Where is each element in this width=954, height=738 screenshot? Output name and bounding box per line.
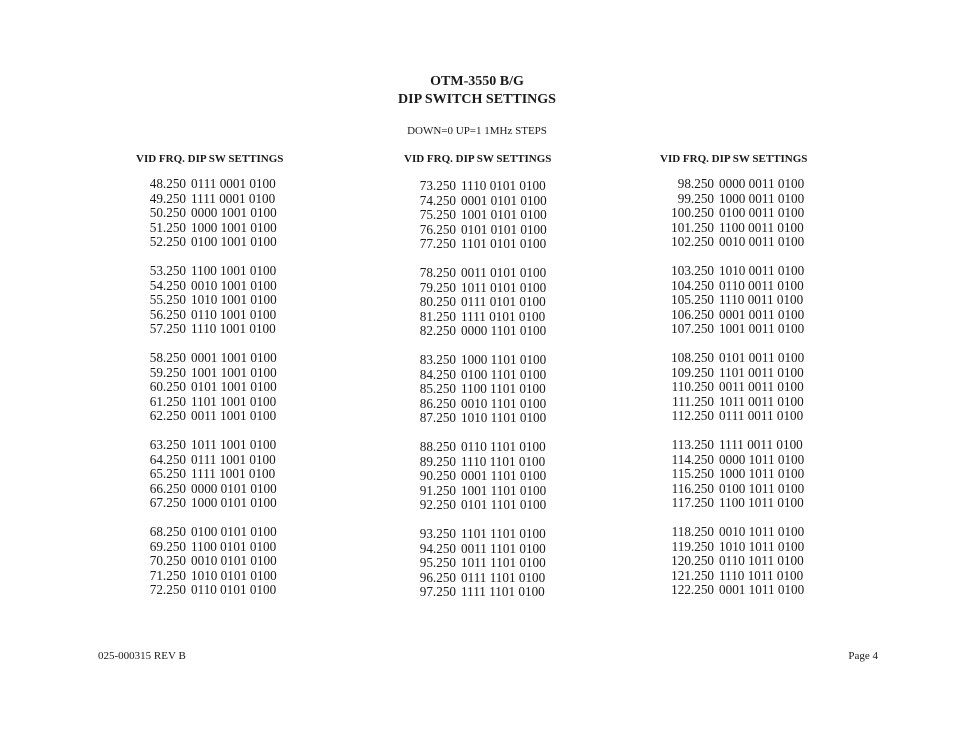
video-frequency: 113.250 (671, 437, 714, 452)
dip-switch-setting: 1000 0011 0100 (719, 190, 805, 206)
video-frequency: 69.250 (149, 538, 186, 554)
video-frequency: 97.250 (419, 584, 456, 599)
dip-switch-setting: 0001 1001 0100 (191, 350, 277, 365)
frequency-row (146, 496, 283, 511)
video-frequency: 60.250 (149, 379, 186, 394)
frequency-row (146, 264, 283, 279)
frequency-row (416, 310, 551, 325)
frequency-row (416, 266, 551, 281)
dip-switch-setting: 1110 0011 0100 (719, 292, 804, 307)
frequency-row (666, 279, 807, 294)
column-body (404, 177, 551, 600)
video-frequency: 95.250 (419, 555, 456, 570)
frequency-group (146, 438, 283, 511)
video-frequency: 121.250 (671, 567, 714, 583)
dip-switch-setting: 0111 0011 0100 (719, 408, 804, 423)
video-frequency: 79.250 (419, 279, 456, 295)
video-frequency: 90.250 (419, 468, 456, 483)
frequency-row (666, 206, 807, 221)
video-frequency: 115.250 (671, 466, 714, 481)
video-frequency: 68.250 (149, 524, 186, 539)
dip-switch-setting: 1101 0011 0100 (719, 364, 804, 380)
frequency-group (146, 525, 283, 598)
frequency-row (146, 206, 283, 221)
frequency-row (416, 556, 551, 571)
video-frequency: 102.250 (671, 234, 714, 249)
frequency-row (146, 554, 283, 569)
dip-switch-setting: 0000 0011 0100 (719, 176, 805, 191)
frequency-row (666, 496, 807, 511)
dip-switch-setting: 1110 1011 0100 (719, 567, 804, 583)
video-frequency: 53.250 (149, 263, 186, 278)
dip-switch-setting: 1001 1001 0100 (191, 364, 277, 380)
video-frequency: 86.250 (419, 395, 456, 411)
dip-switch-setting: 1100 1001 0100 (191, 263, 277, 278)
video-frequency: 80.250 (419, 294, 456, 309)
dip-switch-setting: 1101 0101 0100 (461, 236, 547, 251)
frequency-group (416, 440, 551, 513)
dip-switch-setting: 1111 1001 0100 (191, 466, 276, 481)
video-frequency: 72.250 (149, 582, 186, 597)
frequency-group (666, 525, 807, 598)
dip-switch-setting: 1010 0011 0100 (719, 263, 805, 278)
video-frequency: 61.250 (149, 393, 186, 409)
video-frequency: 75.250 (419, 207, 456, 222)
frequency-row (666, 525, 807, 540)
frequency-group (146, 264, 283, 337)
video-frequency: 66.250 (149, 480, 186, 496)
frequency-row (146, 308, 283, 323)
video-frequency: 65.250 (149, 466, 186, 481)
frequency-group (146, 351, 283, 424)
dip-switch-setting: 1000 1011 0100 (719, 466, 805, 481)
dip-switch-setting: 1101 1001 0100 (191, 393, 277, 409)
dip-switch-setting: 1111 0101 0100 (461, 308, 546, 324)
video-frequency: 114.250 (671, 451, 714, 467)
frequency-row (416, 542, 551, 557)
video-frequency: 122.250 (671, 582, 714, 597)
video-frequency: 50.250 (149, 205, 186, 220)
video-frequency: 104.250 (671, 277, 714, 293)
video-frequency: 62.250 (149, 408, 186, 423)
frequency-group (146, 177, 283, 250)
frequency-row (666, 583, 807, 598)
column-body (136, 177, 283, 598)
dip-switch-setting: 0011 0101 0100 (461, 265, 547, 280)
dip-switch-setting: 0001 1011 0100 (719, 582, 805, 597)
dip-switch-setting: 1011 0011 0100 (719, 393, 804, 409)
frequency-row (416, 571, 551, 586)
settings-column-2 (404, 153, 551, 614)
frequency-row (666, 192, 807, 207)
dip-switch-setting: 1110 1101 0100 (461, 453, 546, 469)
frequency-row (146, 467, 283, 482)
frequency-row (666, 453, 807, 468)
frequency-row (666, 395, 807, 410)
dip-switch-setting: 0110 0101 0100 (191, 582, 277, 597)
video-frequency: 107.250 (671, 321, 714, 336)
dip-switch-setting: 0001 0101 0100 (461, 192, 547, 208)
settings-column-1 (136, 153, 283, 612)
frequency-row (146, 235, 283, 250)
video-frequency: 106.250 (671, 306, 714, 322)
dip-switch-setting: 0000 1101 0100 (461, 323, 547, 338)
video-frequency: 105.250 (671, 292, 714, 307)
dip-switch-setting: 0111 0001 0100 (191, 176, 276, 191)
dip-switch-setting: 1001 0101 0100 (461, 207, 547, 222)
video-frequency: 92.250 (419, 497, 456, 512)
frequency-group (416, 179, 551, 252)
video-frequency: 78.250 (419, 265, 456, 280)
dip-switch-setting: 0100 1101 0100 (461, 366, 547, 382)
frequency-row (416, 527, 551, 542)
frequency-row (416, 194, 551, 209)
frequency-row (666, 235, 807, 250)
frequency-row (416, 484, 551, 499)
frequency-row (146, 177, 283, 192)
document-number: 025-000315 REV B (98, 650, 186, 662)
dip-switch-setting: 1100 1011 0100 (719, 495, 804, 510)
video-frequency: 56.250 (149, 306, 186, 322)
video-frequency: 52.250 (149, 234, 186, 249)
frequency-row (666, 482, 807, 497)
dip-switch-setting: 1111 0001 0100 (191, 190, 276, 206)
frequency-row (666, 409, 807, 424)
video-frequency: 108.250 (671, 350, 714, 365)
video-frequency: 101.250 (671, 219, 714, 235)
frequency-row (146, 221, 283, 236)
dip-switch-setting: 1001 1101 0100 (461, 482, 547, 498)
dip-switch-setting: 0110 0011 0100 (719, 277, 804, 293)
frequency-group (416, 527, 551, 600)
frequency-row (416, 324, 551, 339)
dip-switch-setting: 0100 0011 0100 (719, 205, 805, 220)
video-frequency: 59.250 (149, 364, 186, 380)
dip-switch-setting: 1001 0011 0100 (719, 321, 805, 336)
document-title: OTM-3550 B/G (430, 74, 524, 89)
dip-switch-setting: 0010 1101 0100 (461, 395, 547, 411)
dip-switch-setting: 0001 0011 0100 (719, 306, 805, 322)
dip-switch-setting: 1100 0101 0100 (191, 538, 277, 554)
dip-switch-setting: 0101 0011 0100 (719, 350, 805, 365)
frequency-row (146, 380, 283, 395)
video-frequency: 91.250 (419, 482, 456, 498)
dip-switch-setting: 0100 1011 0100 (719, 480, 805, 496)
frequency-row (416, 237, 551, 252)
video-frequency: 48.250 (149, 176, 186, 191)
frequency-row (666, 293, 807, 308)
frequency-row (666, 366, 807, 381)
dip-switch-setting: 0011 0011 0100 (719, 379, 804, 394)
frequency-row (666, 467, 807, 482)
frequency-row (666, 438, 807, 453)
dip-switch-setting: 0111 1101 0100 (461, 569, 546, 585)
frequency-group (416, 353, 551, 426)
frequency-row (146, 366, 283, 381)
dip-switch-setting: 0101 1101 0100 (461, 497, 547, 512)
dip-switch-setting: 0010 1001 0100 (191, 277, 277, 293)
frequency-row (146, 540, 283, 555)
frequency-row (416, 353, 551, 368)
document-subtitle: DIP SWITCH SETTINGS (398, 92, 556, 107)
frequency-row (666, 380, 807, 395)
video-frequency: 98.250 (677, 176, 714, 191)
dip-switch-setting: 1100 0011 0100 (719, 219, 804, 235)
frequency-row (416, 179, 551, 194)
video-frequency: 70.250 (149, 553, 186, 568)
video-frequency: 87.250 (419, 410, 456, 425)
video-frequency: 74.250 (419, 192, 456, 208)
dip-switch-setting: 0001 1101 0100 (461, 468, 547, 483)
frequency-row (146, 583, 283, 598)
video-frequency: 119.250 (671, 538, 714, 554)
frequency-row (146, 482, 283, 497)
video-frequency: 73.250 (419, 178, 456, 193)
video-frequency: 117.250 (671, 495, 714, 510)
dip-switch-setting: 0010 0101 0100 (191, 553, 277, 568)
video-frequency: 64.250 (149, 451, 186, 467)
frequency-row (146, 351, 283, 366)
video-frequency: 88.250 (419, 439, 456, 454)
dip-switch-setting: 1101 1101 0100 (461, 526, 546, 541)
dip-switch-setting: 1011 1101 0100 (461, 555, 546, 570)
dip-switch-setting: 1110 1001 0100 (191, 321, 276, 336)
frequency-row (666, 569, 807, 584)
video-frequency: 83.250 (419, 352, 456, 367)
video-frequency: 120.250 (671, 553, 714, 568)
dip-switch-setting: 1111 0011 0100 (719, 437, 803, 452)
frequency-row (146, 279, 283, 294)
column-header: VID FRQ. DIP SW SETTINGS (660, 153, 808, 165)
frequency-row (416, 498, 551, 513)
video-frequency: 96.250 (419, 569, 456, 585)
frequency-group (416, 266, 551, 339)
switch-legend: DOWN=0 UP=1 1MHz STEPS (407, 125, 547, 137)
dip-switch-setting: 1010 0101 0100 (191, 567, 277, 583)
dip-switch-setting: 0011 1101 0100 (461, 540, 546, 556)
video-frequency: 57.250 (149, 321, 186, 336)
frequency-row (416, 411, 551, 426)
dip-switch-setting: 0100 1001 0100 (191, 234, 277, 249)
video-frequency: 67.250 (149, 495, 186, 510)
frequency-group (666, 177, 807, 250)
video-frequency: 89.250 (419, 453, 456, 469)
dip-switch-setting: 1000 1001 0100 (191, 219, 277, 235)
dip-switch-setting: 0111 1001 0100 (191, 451, 276, 467)
video-frequency: 116.250 (671, 480, 714, 496)
video-frequency: 76.250 (419, 221, 456, 237)
frequency-row (666, 308, 807, 323)
video-frequency: 112.250 (671, 408, 714, 423)
frequency-row (416, 223, 551, 238)
video-frequency: 99.250 (677, 190, 714, 206)
dip-switch-setting: 1100 1101 0100 (461, 381, 546, 396)
frequency-row (416, 455, 551, 470)
dip-switch-setting: 0000 1001 0100 (191, 205, 277, 220)
frequency-row (416, 281, 551, 296)
video-frequency: 111.250 (672, 393, 714, 409)
frequency-group (666, 438, 807, 511)
frequency-group (666, 351, 807, 424)
video-frequency: 54.250 (149, 277, 186, 293)
dip-switch-setting: 1000 0101 0100 (191, 495, 277, 510)
dip-switch-setting: 1011 0101 0100 (461, 279, 547, 295)
frequency-row (666, 540, 807, 555)
frequency-row (416, 440, 551, 455)
dip-switch-setting: 1010 1001 0100 (191, 292, 277, 307)
frequency-row (416, 382, 551, 397)
video-frequency: 84.250 (419, 366, 456, 382)
dip-switch-setting: 0000 0101 0100 (191, 480, 277, 496)
video-frequency: 109.250 (671, 364, 714, 380)
video-frequency: 110.250 (671, 379, 714, 394)
dip-switch-setting: 0110 1011 0100 (719, 553, 804, 568)
video-frequency: 63.250 (149, 437, 186, 452)
video-frequency: 77.250 (419, 236, 456, 251)
frequency-row (146, 569, 283, 584)
video-frequency: 81.250 (419, 308, 456, 324)
frequency-row (146, 438, 283, 453)
frequency-row (416, 585, 551, 600)
frequency-row (666, 554, 807, 569)
video-frequency: 103.250 (671, 263, 714, 278)
frequency-row (666, 264, 807, 279)
dip-switch-setting: 0110 1001 0100 (191, 306, 277, 322)
dip-switch-setting: 0100 0101 0100 (191, 524, 277, 539)
video-frequency: 49.250 (149, 190, 186, 206)
frequency-row (146, 525, 283, 540)
video-frequency: 85.250 (419, 381, 456, 396)
video-frequency: 71.250 (149, 567, 186, 583)
settings-column-3 (660, 153, 807, 612)
dip-switch-setting: 0010 0011 0100 (719, 234, 805, 249)
page-number: Page 4 (848, 650, 878, 662)
dip-switch-setting: 1010 1101 0100 (461, 410, 547, 425)
dip-switch-setting: 1111 1101 0100 (461, 584, 545, 599)
dip-switch-setting: 0011 1001 0100 (191, 408, 277, 423)
column-header: VID FRQ. DIP SW SETTINGS (136, 153, 284, 165)
column-body (660, 177, 807, 598)
frequency-row (666, 322, 807, 337)
dip-switch-setting: 1010 1011 0100 (719, 538, 805, 554)
video-frequency: 94.250 (419, 540, 456, 556)
video-frequency: 82.250 (419, 323, 456, 338)
video-frequency: 58.250 (149, 350, 186, 365)
frequency-row (666, 351, 807, 366)
frequency-row (416, 208, 551, 223)
frequency-row (666, 221, 807, 236)
video-frequency: 55.250 (149, 292, 186, 307)
dip-switch-setting: 1110 0101 0100 (461, 178, 546, 193)
dip-switch-setting: 0000 1011 0100 (719, 451, 805, 467)
frequency-row (146, 322, 283, 337)
dip-switch-setting: 1000 1101 0100 (461, 352, 547, 367)
dip-switch-setting: 1011 1001 0100 (191, 437, 277, 452)
dip-switch-setting: 0110 1101 0100 (461, 439, 546, 454)
frequency-row (146, 453, 283, 468)
frequency-row (146, 293, 283, 308)
dip-switch-setting: 0111 0101 0100 (461, 294, 546, 309)
video-frequency: 118.250 (671, 524, 714, 539)
frequency-row (146, 395, 283, 410)
frequency-row (416, 368, 551, 383)
video-frequency: 51.250 (149, 219, 186, 235)
column-header: VID FRQ. DIP SW SETTINGS (404, 153, 552, 165)
frequency-row (416, 397, 551, 412)
frequency-group (666, 264, 807, 337)
dip-switch-setting: 0010 1011 0100 (719, 524, 805, 539)
frequency-row (146, 192, 283, 207)
frequency-row (666, 177, 807, 192)
frequency-row (146, 409, 283, 424)
frequency-row (416, 295, 551, 310)
dip-switch-setting: 0101 1001 0100 (191, 379, 277, 394)
dip-switch-setting: 0101 0101 0100 (461, 221, 547, 237)
video-frequency: 100.250 (671, 205, 714, 220)
video-frequency: 93.250 (419, 526, 456, 541)
frequency-row (416, 469, 551, 484)
